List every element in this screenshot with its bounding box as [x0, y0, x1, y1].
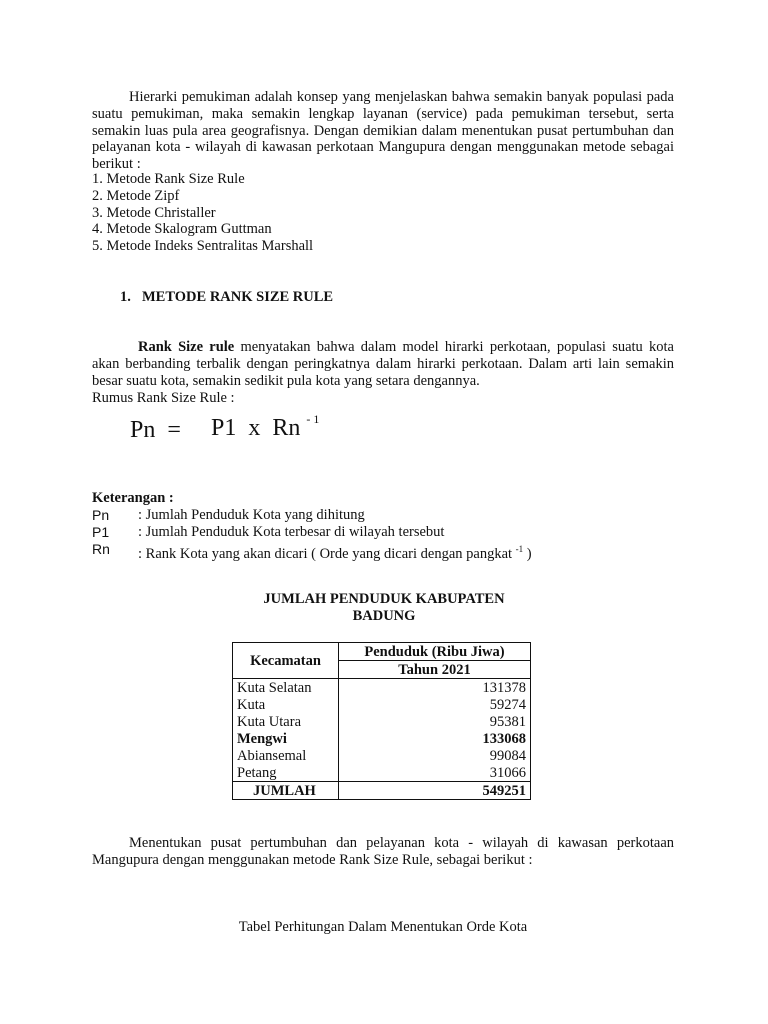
cell-kecamatan: Mengwi	[233, 730, 339, 747]
rank-size-paragraph	[92, 339, 674, 389]
formula-rhs-main: P1 x Rn	[211, 415, 301, 441]
section-number: 1.	[120, 289, 131, 305]
keterangan-symbol: P1	[92, 523, 110, 540]
table-row	[233, 764, 531, 782]
keterangan-superscript: -1	[515, 543, 524, 554]
section-heading	[120, 289, 333, 306]
total-value: 549251	[339, 782, 531, 800]
keterangan-text-main: : Rank Kota yang akan dicari ( Orde yang dicari dengan pangkat	[138, 545, 516, 562]
rank-size-text: menyatakan bahwa dalam model hirarki perkotaan, populasi suatu kota akan berbanding terbalik dengan peringkatnya dalam hirarki perkotaan. Dalam arti lain semakin besar suatu kota, semakin sedikit pula kota yang setara dengannya.	[92, 339, 674, 389]
intro-paragraph: Hierarki pemukiman adalah konsep yang menjelaskan bahwa semakin banyak populasi pada suatu pemukiman, maka semakin lengkap layanan (service) pada pemukiman tersebut, serta semakin luas pula area geografisnya. Dengan demikian dalam menentukan pusat pertumbuhan dan pelayanan kota - wilayah di kawasan perkotaan Mangupura dengan menggunakan metode sebagai berikut :	[92, 89, 674, 173]
list-item: 4. Metode Skalogram Guttman	[92, 221, 272, 238]
cell-penduduk: 31066	[339, 764, 531, 782]
cell-penduduk: 131378	[339, 679, 531, 697]
cell-penduduk: 99084	[339, 747, 531, 764]
list-item: 1. Metode Rank Size Rule	[92, 171, 245, 187]
keterangan-text: : Jumlah Penduduk Kota yang dihitung	[138, 507, 365, 523]
keterangan-text	[138, 541, 532, 563]
keterangan-symbol: Rn	[92, 540, 110, 557]
list-item: 3. Metode Christaller	[92, 204, 216, 221]
keterangan-item	[92, 507, 532, 524]
table-title-line2: BADUNG	[352, 607, 416, 624]
formula-exponent: - 1	[306, 412, 320, 426]
cell-kecamatan: Kuta	[233, 696, 339, 713]
keterangan-list	[92, 507, 532, 562]
rumus-label: Rumus Rank Size Rule :	[92, 390, 235, 406]
keterangan-item	[92, 541, 532, 563]
formula-lhs: Pn =	[130, 417, 181, 443]
cell-penduduk: 59274	[339, 696, 531, 713]
table-title-line1: JUMLAH PENDUDUK KABUPATEN	[263, 591, 505, 607]
table-row	[233, 730, 531, 747]
term-rank-size-rule: Rank Size rule	[138, 339, 235, 355]
table-row	[233, 696, 531, 713]
methods-list	[92, 171, 313, 255]
cell-penduduk: 95381	[339, 713, 531, 730]
cell-penduduk: 133068	[339, 730, 531, 747]
table-total-row	[233, 782, 531, 800]
closing-paragraph: Menentukan pusat pertumbuhan dan pelayanan kota - wilayah di kawasan perkotaan Mangupura dengan menggunakan metode Rank Size Rule, sebagai berikut :	[92, 835, 674, 868]
table-row	[233, 679, 531, 697]
cell-kecamatan: Kuta Utara	[233, 713, 339, 730]
cell-kecamatan: Petang	[233, 764, 339, 782]
header-tahun: Tahun 2021	[339, 661, 531, 679]
section-title: METODE RANK SIZE RULE	[142, 289, 334, 305]
population-table	[232, 642, 531, 800]
formula-rhs	[211, 412, 319, 442]
keterangan-text-after: )	[523, 545, 532, 562]
keterangan-symbol: Pn	[92, 507, 110, 523]
table-row	[233, 747, 531, 764]
keterangan-item	[92, 524, 532, 541]
table-row	[233, 713, 531, 730]
total-label: JUMLAH	[233, 782, 339, 800]
cell-kecamatan: Abiansemal	[233, 747, 339, 764]
keterangan-title: Keterangan :	[92, 490, 174, 506]
table-title	[232, 591, 536, 625]
list-item: 5. Metode Indeks Sentralitas Marshall	[92, 238, 314, 255]
list-item: 2. Metode Zipf	[92, 187, 180, 204]
header-kecamatan: Kecamatan	[233, 643, 339, 679]
header-penduduk: Penduduk (Ribu Jiwa)	[339, 643, 531, 661]
keterangan-text: : Jumlah Penduduk Kota terbesar di wilayah tersebut	[138, 523, 445, 540]
cell-kecamatan: Kuta Selatan	[233, 679, 339, 697]
table-caption: Tabel Perhitungan Dalam Menentukan Orde Kota	[238, 919, 528, 935]
